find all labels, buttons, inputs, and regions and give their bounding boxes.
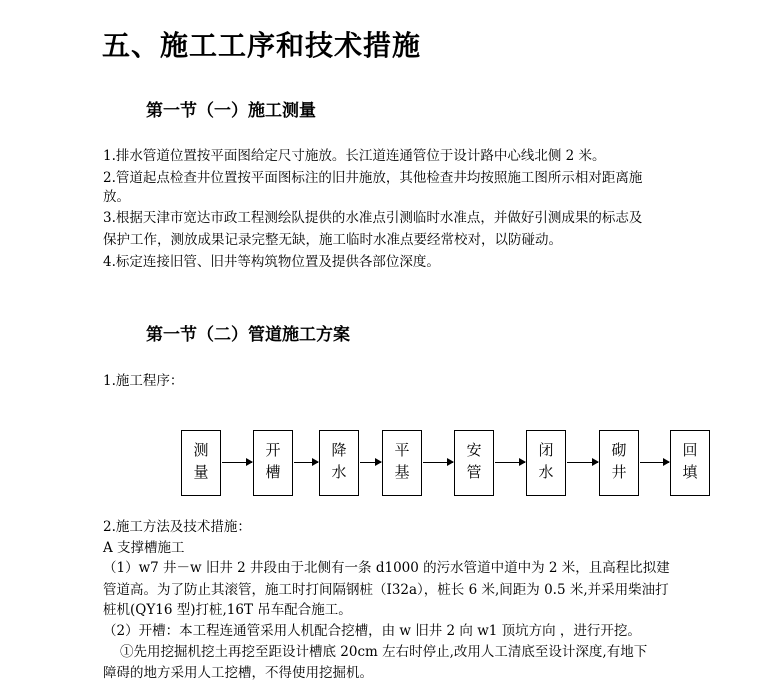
flow-arrow — [495, 462, 525, 463]
section2-line-7: ①先用挖掘机挖土再挖至距设计槽底 20cm 左右时停止,改用人工清底至设计深度,有地下 — [120, 644, 648, 660]
flow-arrow — [222, 462, 252, 463]
flow-step-dewater: 降水 — [319, 430, 359, 496]
flow-step-manhole: 砌井 — [599, 430, 639, 496]
flow-arrow — [567, 462, 598, 463]
flow-arrow — [640, 462, 669, 463]
section1-line-3: 放。 — [103, 189, 130, 205]
section1-line-6: 4.标定连接旧管、旧井等构筑物位置及提供各部位深度。 — [103, 254, 440, 270]
section2-line-1: 2.施工方法及技术措施： — [103, 519, 251, 535]
flow-step-lay-pipe: 安管 — [454, 430, 494, 496]
flow-arrow — [423, 462, 453, 463]
flow-step-trench: 开槽 — [253, 430, 293, 496]
section2-line-3: （1）w7 井－w 旧井 2 井段由于北侧有一条 d1000 的污水管道中道中为 2 米，且高程比拟建 — [103, 560, 670, 576]
section1-heading: 第一节（一）施工测量 — [146, 101, 316, 121]
flow-step-base: 平基 — [382, 430, 422, 496]
procedure-label: 1.施工程序： — [103, 373, 184, 389]
section1-line-2: 2.管道起点检查井位置按平面图标注的旧井施放，其他检查井均按照施工图所示相对距离施 — [103, 170, 643, 186]
section1-line-1: 1.排水管道位置按平面图给定尺寸施放。长江道连通管位于设计路中心线北侧 2 米。 — [103, 148, 606, 164]
section1-line-4: 3.根据天津市宽达市政工程测绘队提供的水准点引测临时水准点，并做好引测成果的标志及 — [103, 210, 643, 226]
section2-line-2: A 支撑槽施工 — [103, 540, 185, 556]
section2-heading: 第一节（二）管道施工方案 — [146, 325, 350, 345]
page-title: 五、施工工序和技术措施 — [102, 29, 422, 62]
flow-step-backfill: 回填 — [670, 430, 710, 496]
section1-line-5: 保护工作，测放成果记录完整无缺，施工临时水准点要经常校对，以防碰动。 — [103, 232, 562, 248]
section2-line-5: 桩机(QY16 型)打桩,16T 吊车配合施工。 — [103, 602, 352, 618]
section2-line-4: 管道高。为了防止其滚管，施工时打间隔钢桩（I32a），桩长 6 米,间距为 0.5 米,并采用柴油打 — [103, 582, 669, 598]
flow-arrow — [360, 462, 381, 463]
flow-step-water-test: 闭水 — [526, 430, 566, 496]
section2-line-8: 障碍的地方采用人工挖槽，不得使用挖掘机。 — [103, 665, 373, 681]
section2-line-6: （2）开槽：本工程连通管采用人机配合挖槽，由 w 旧井 2 向 w1 顶坑方向 ，进行开挖。 — [103, 623, 641, 639]
flow-arrow — [294, 462, 318, 463]
flow-step-measure: 测量 — [181, 430, 221, 496]
